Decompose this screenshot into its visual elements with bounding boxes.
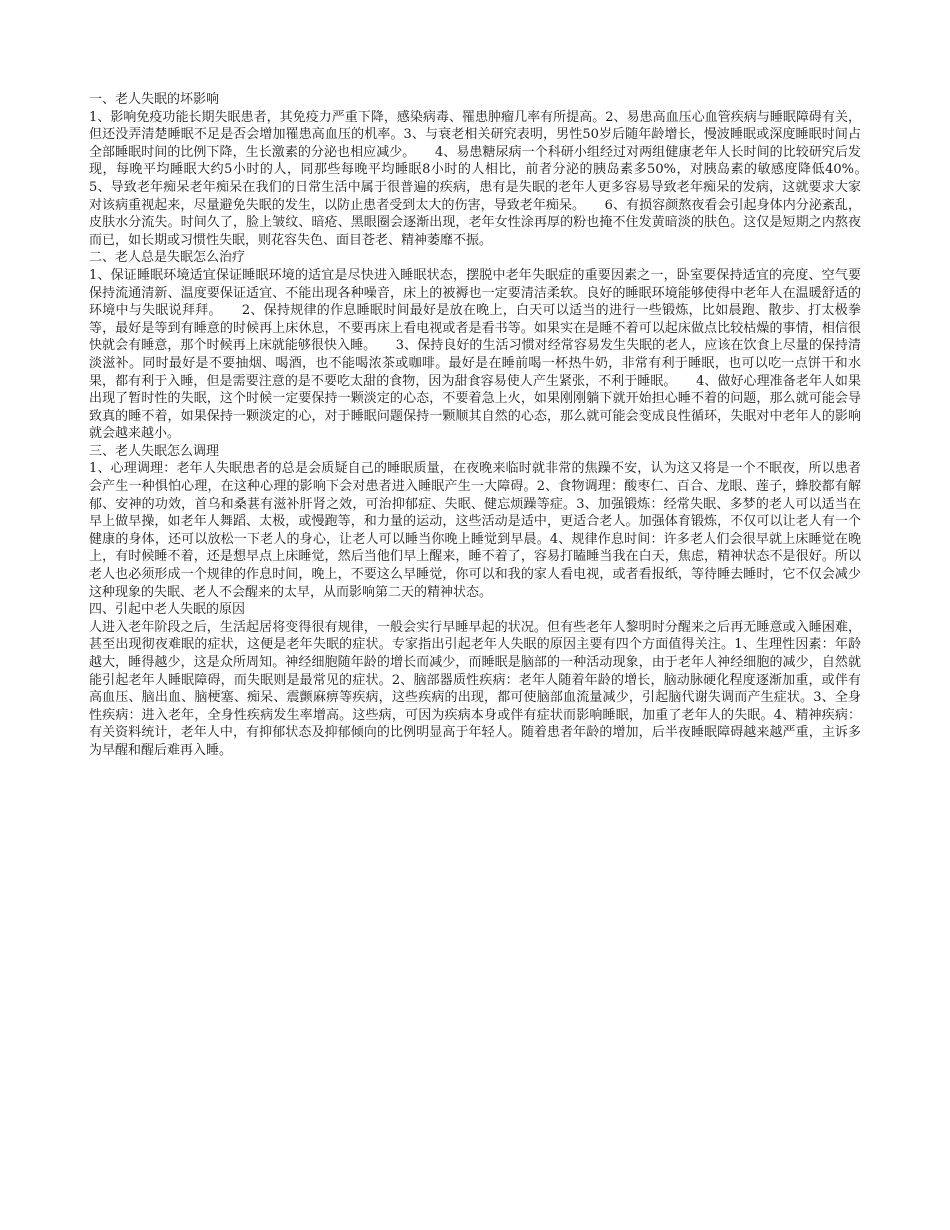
section-bad-effects: [89, 91, 888, 249]
section-treatment: [89, 249, 861, 443]
section-heading: 四、引起中老人失眠的原因: [89, 602, 246, 618]
section-conditioning: [89, 443, 861, 601]
section-heading: 二、老人总是失眠怎么治疗: [89, 250, 246, 266]
section-paragraph: 1、保证睡眠环境适宜保证睡眠环境的适宜是尽快进入睡眠状态，摆脱中老年失眠症的重要因素之一，卧室要保持适宜的亮度、空气要保持流通清新、温度要保证适宜、不能出现各种噪音，床上的被褥也一定要清洁柔软。良好的睡眠环境能够使得中老年人在温暖舒适的环境中与失眠说拜拜。 2、保持规律的作息睡眠时间最好是放在晚上，白天可以适当的进行一些锻炼，比如晨跑、散步、打太极拳等，最好是等到有睡意的时候再上床休息，不要再床上看电视或者是看书等。如果实在是睡不着可以起床做点比较枯燥的事情，相信很快就会有睡意，那个时候再上床就能够很快入睡。 3、保持良好的生活习惯对经常容易发生失眠的老人，应该在饮食上尽量的保持清淡滋补。同时最好是不要抽烟、喝酒，也不能喝浓茶或咖啡。最好是在睡前喝一杯热牛奶，非常有利于睡眠，也可以吃一点饼干和水果，都有利于入睡，但是需要注意的是不要吃太甜的食物，因为甜食容易使人产生紧张，不利于睡眠。 4、做好心理准备老年人如果出现了暂时性的失眠，这个时候一定要保持一颗淡定的心态，不要着急上火，如果刚刚躺下就开始担心睡不着的问题，那么就可能会导致真的睡不着，如果保持一颗淡定的心，对于睡眠问题保持一颗顺其自然的心态，那么就可能会变成良性循环，失眠对中老年人的影响就会越来越小。: [89, 267, 861, 442]
section-heading: 三、老人失眠怎么调理: [89, 443, 220, 459]
section-causes: [89, 601, 861, 759]
document-page: [89, 91, 888, 760]
section-heading: 一、老人失眠的坏影响: [89, 92, 220, 107]
section-paragraph: 1、影响免疫功能长期失眠患者，其免疫力严重下降，感染病毒、罹患肿瘤几率有所提高。2、易患高血压心血管疾病与睡眠障碍有关，但还没弄清楚睡眠不足是否会增加罹患高血压的机率。3、与衰老相关研究表明，男性50岁后随年龄增长，慢波睡眠或深度睡眠时间占全部睡眠时间的比例下降，生长激素的分泌也相应减少。 4、易患糖尿病一个科研小组经过对两组健康老年人长时间的比较研究后发现，每晚平均睡眠大约5小时的人，同那些每晚平均睡眠8小时的人相比，前者分泌的胰岛素多50%，对胰岛素的敏感度降低40%。 5、导致老年痴呆老年痴呆在我们的日常生活中属于很普遍的疾病，患有是失眠的老年人更多容易导致老年痴呆的发病，这就要求大家对该病重视起来，尽量避免失眠的发生，以防止患者受到太大的伤害，导致老年痴呆。 6、有损容颜熬夜看会引起身体内分泌紊乱，皮肤水分流失。时间久了，脸上皱纹、暗疮、黑眼圈会逐渐出现，老年女性涂再厚的粉也掩不住发黄暗淡的肤色。这仅是短期之内熬夜而已，如长期或习惯性失眠，则花容失色、面目苍老、精神萎靡不振。: [89, 109, 888, 248]
section-paragraph: 人进入老年阶段之后，生活起居将变得很有规律，一般会实行早睡早起的状况。但有些老年人黎明时分醒来之后再无睡意或入睡困难，甚至出现彻夜难眠的症状，这便是老年失眠的症状。专家指出引起老年人失眠的原因主要有四个方面值得关注。1、生理性因素：年龄越大，睡得越少，这是众所周知。神经细胞随年龄的增长而减少，而睡眠是脑部的一种活动现象，由于老年人神经细胞的减少，自然就能引起老年人睡眠障碍，而失眠则是最常见的症状。2、脑部器质性疾病：老年人随着年龄的增长，脑动脉硬化程度逐渐加重，或伴有高血压、脑出血、脑梗塞、痴呆、震颤麻痹等疾病，这些疾病的出现，都可使脑部血流量减少，引起脑代谢失调而产生症状。3、全身性疾病：进入老年，全身性疾病发生率增高。这些病，可因为疾病本身或伴有症状而影响睡眠，加重了老年人的失眠。4、精神疾病：有关资料统计，老年人中，有抑郁状态及抑郁倾向的比例明显高于年轻人。随着患者年龄的增加，后半夜睡眠障碍越来越严重，主诉多为早醒和醒后难再入睡。: [89, 619, 861, 758]
section-paragraph: 1、心理调理：老年人失眠患者的总是会质疑自己的睡眠质量，在夜晚来临时就非常的焦躁不安，认为这又将是一个不眠夜，所以患者会产生一种惧怕心理，在这种心理的影响下会对患者进入睡眠产生一大障碍。2、食物调理：酸枣仁、百合、龙眼、莲子，蜂胶都有解郁、安神的功效，首乌和桑葚有滋补肝肾之效，可治抑郁症、失眠、健忘烦躁等症。3、加强锻炼：经常失眠、多梦的老人可以适当在早上做早操，如老年人舞蹈、太极，或慢跑等，和力量的运动，这些活动是适中，更适合老人。加强体育锻炼，不仅可以让老人有一个健康的身体，还可以放松一下老人的身心，让老人可以睡当你晚上睡觉到早晨。4、规律作息时间：许多老人们会很早就上床睡觉在晚上，有时候睡不着，还是想早点上床睡觉，然后当他们早上醒来，睡不着了，容易打瞌睡当我在白天，焦虑，精神状态不是很好。所以老人也必须形成一个规律的作息时间，晚上，不要这么早睡觉，你可以和我的家人看电视，或者看报纸，等待睡去睡时，它不仅会减少这种现象的失眠、老人不会醒来的太早，从而影响第二天的精神状态。: [89, 461, 861, 600]
